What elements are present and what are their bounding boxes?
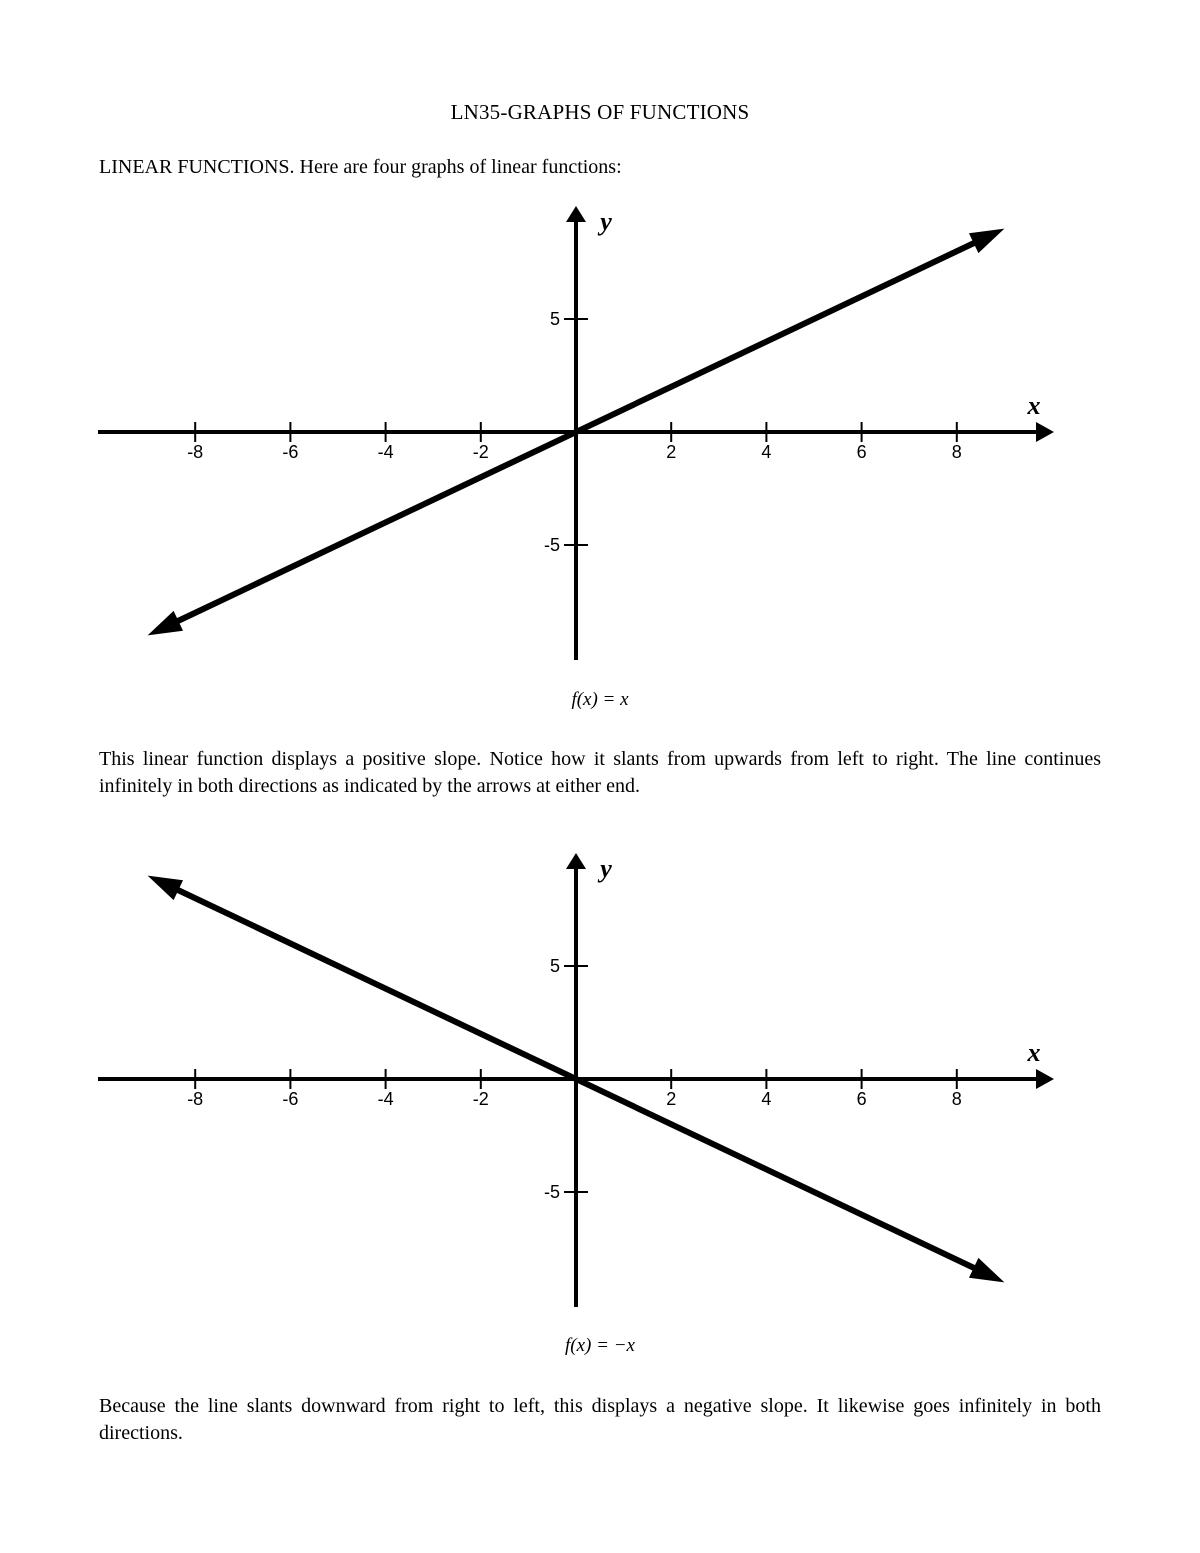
x-tick-label--2: -2 [472, 1089, 489, 1109]
x-tick-label-6: 6 [856, 1089, 867, 1109]
x-axis-label: x [1027, 391, 1041, 420]
graph-f-x-equals-negative-x [0, 847, 1200, 1317]
graph-caption-2: f(x) = −x [565, 1335, 635, 1356]
x-tick-label--4: -4 [377, 442, 394, 462]
y-axis-arrow [566, 853, 586, 869]
page-title: LN35-GRAPHS OF FUNCTIONS [450, 100, 750, 124]
x-tick-label-2: 2 [666, 1089, 677, 1109]
paragraph-negative-slope: Because the line slants downward from right to left, this displays a negative slope. It likewise goes infinitely in both directions. [99, 1395, 1101, 1444]
y-axis-label: y [600, 854, 612, 883]
x-tick-label-6: 6 [856, 442, 867, 462]
y-tick-label-5: 5 [549, 309, 560, 329]
intro-text: LINEAR FUNCTIONS. Here are four graphs of linear functions: [99, 156, 622, 178]
x-axis-arrow [1036, 422, 1054, 442]
function-arrow-start [148, 611, 183, 636]
graph-f-x-equals-x [0, 200, 1200, 670]
x-axis-label: x [1027, 1038, 1041, 1067]
x-tick-label-8: 8 [951, 1089, 962, 1109]
x-tick-label--8: -8 [187, 1089, 204, 1109]
x-tick-label-4: 4 [761, 442, 772, 462]
function-arrow-start [148, 876, 183, 901]
y-axis-arrow [566, 206, 586, 222]
x-tick-label-8: 8 [951, 442, 962, 462]
x-tick-label--6: -6 [282, 442, 299, 462]
function-arrow-end [969, 1258, 1004, 1283]
x-tick-label--4: -4 [377, 1089, 394, 1109]
function-arrow-end [969, 229, 1004, 254]
y-tick-label--5: -5 [543, 1182, 560, 1202]
x-tick-label-4: 4 [761, 1089, 772, 1109]
y-axis-label: y [600, 207, 612, 236]
graph-caption-1: f(x) = x [571, 689, 629, 710]
x-tick-label--8: -8 [187, 442, 204, 462]
x-axis-arrow [1036, 1069, 1054, 1089]
paragraph-positive-slope: This linear function displays a positive slope. Notice how it slants from upwards from left to right. The line continues infinitely in both directions as indicated by the arrows at either end. [99, 748, 1101, 797]
x-tick-label--6: -6 [282, 1089, 299, 1109]
y-tick-label--5: -5 [543, 535, 560, 555]
y-tick-label-5: 5 [549, 956, 560, 976]
x-tick-label-2: 2 [666, 442, 677, 462]
x-tick-label--2: -2 [472, 442, 489, 462]
